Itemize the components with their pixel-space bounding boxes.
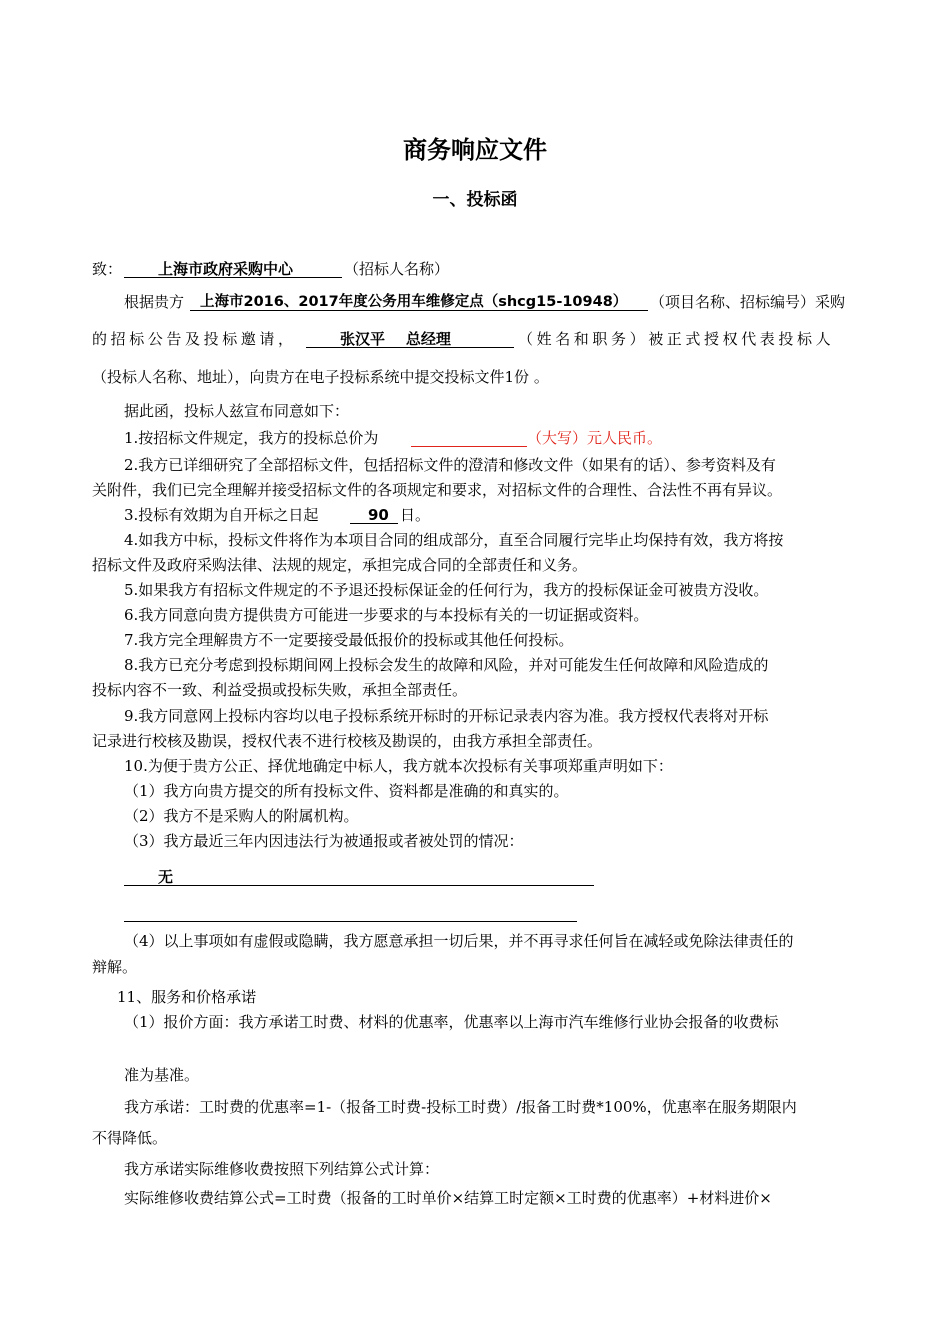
validity-days: 90 — [368, 506, 389, 524]
document-title: 商务响应文件 — [403, 136, 547, 164]
item8-line1: 8.我方已充分考虑到投标期间网上投标会发生的故障和风险，并对可能发生任何故障和风险造成的 — [124, 656, 769, 674]
item1-prefix: 1.按招标文件规定，我方的投标总价为 — [124, 429, 379, 447]
to-prefix: 致： — [92, 260, 123, 278]
section-heading: 一、投标函 — [432, 190, 518, 210]
representative: 张汉平 总经理 — [340, 330, 451, 348]
item5: 5.如果我方有招标文件规定的不予退还投标保证金的任何行为，我方的投标保证金可被贵方没收。 — [124, 581, 769, 599]
item10-3: （3）我方最近三年内因违法行为被通报或者被处罚的情况： — [124, 832, 524, 850]
item3-suffix: 日。 — [400, 506, 431, 524]
item4-line2: 招标文件及政府采购法律、法规的规定，承担完成合同的全部责任和义务。 — [92, 556, 588, 574]
item8-line2: 投标内容不一致、利益受损或投标失败，承担全部责任。 — [92, 681, 468, 699]
project-name: 上海市2016、2017年度公务用车维修定点（shcg15-10948） — [200, 294, 628, 310]
intro-prefix: 根据贵方 — [124, 293, 185, 311]
recipient-note: （招标人名称） — [344, 260, 450, 278]
item10-4-line2: 辩解。 — [92, 958, 138, 976]
intro-line3: （投标人名称、地址），向贵方在电子投标系统中提交投标文件1份 。 — [92, 368, 549, 386]
item2-line2: 关附件，我们已完全理解并接受招标文件的各项规定和要求，对招标文件的合理性、合法性不再有异议。 — [92, 481, 783, 499]
item6: 6.我方同意向贵方提供贵方可能进一步要求的与本投标有关的一切证据或资料。 — [124, 606, 649, 624]
settlement-formula: 实际维修收费结算公式=工时费（报备的工时单价×结算工时定额×工时费的优惠率）+材料进价× — [124, 1189, 772, 1207]
item2-line1: 2.我方已详细研究了全部招标文件，包括招标文件的澄清和修改文件（如果有的话）、参考资料及有 — [124, 456, 776, 474]
item10-1: （1）我方向贵方提交的所有投标文件、资料都是准确的和真实的。 — [124, 782, 569, 800]
answer-underline-1 — [124, 885, 594, 886]
item11-heading: 11、服务和价格承诺 — [117, 988, 257, 1006]
item9-line1: 9.我方同意网上投标内容均以电子投标系统开标时的开标记录表内容为准。我方授权代表将对开标 — [124, 707, 769, 725]
item10-4-line1: （4）以上事项如有虚假或隐瞒，我方愿意承担一切后果，并不再寻求任何旨在减轻或免除法律责任的 — [124, 932, 794, 950]
project-note: （项目名称、招标编号）采购 — [650, 293, 846, 311]
item4-line1: 4.如我方中标，投标文件将作为本项目合同的组成部分，直至合同履行完毕止均保持有效，我方将按 — [124, 531, 784, 549]
item1-suffix: （大写）元人民币。 — [527, 429, 663, 447]
item11-1-line1: （1）报价方面：我方承诺工时费、材料的优惠率，优惠率以上海市汽车维修行业协会报备的收费标 — [124, 1013, 779, 1031]
promise-line2: 不得降低。 — [92, 1129, 168, 1147]
item9-line2: 记录进行校核及勘误，授权代表不进行校核及勘误的，由我方承担全部责任。 — [92, 732, 603, 750]
intro-line2-b: （姓名和职务）被正式授权代表投标人 — [518, 330, 835, 348]
item3-prefix: 3.投标有效期为自开标之日起 — [124, 506, 319, 524]
recipient-name: 上海市政府采购中心 — [158, 260, 294, 278]
answer-underline-2 — [124, 921, 577, 922]
intro-line2-a: 的招标公告及投标邀请， — [92, 330, 297, 348]
item10-2: （2）我方不是采购人的附属机构。 — [124, 807, 359, 825]
total-price-blank — [411, 446, 527, 447]
penalty-answer: 无 — [158, 868, 174, 886]
item7: 7.我方完全理解贵方不一定要接受最低报价的投标或其他任何投标。 — [124, 631, 574, 649]
item10: 10.为便于贵方公正、择优地确定中标人，我方就本次投标有关事项郑重声明如下： — [124, 757, 673, 775]
promise-line1: 我方承诺：工时费的优惠率=1-（报备工时费-投标工时费）/报备工时费*100%，优惠率在服务期限内 — [124, 1098, 797, 1116]
declaration: 据此函，投标人兹宣布同意如下： — [124, 402, 350, 420]
formula-intro: 我方承诺实际维修收费按照下列结算公式计算： — [124, 1160, 440, 1178]
item11-1-line2: 准为基准。 — [124, 1066, 200, 1084]
